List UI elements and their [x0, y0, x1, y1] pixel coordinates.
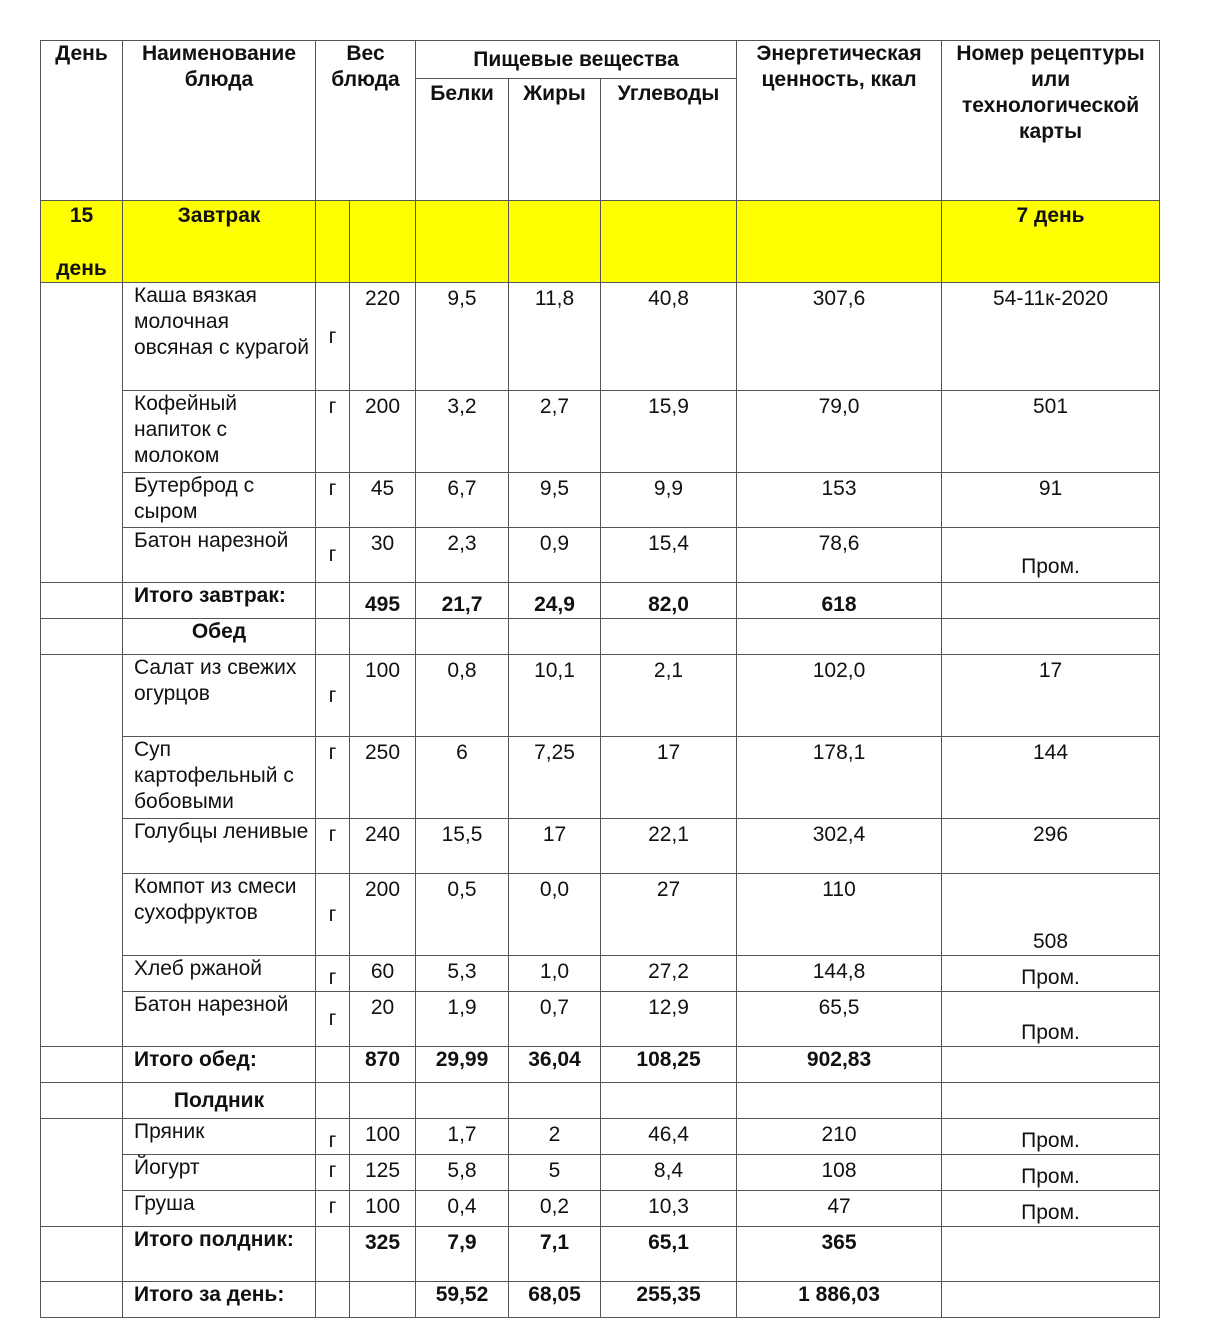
total-protein: 29,99	[416, 1047, 509, 1083]
protein: 1,7	[416, 1119, 509, 1155]
weight: 220	[350, 283, 416, 391]
kcal: 102,0	[737, 655, 942, 737]
dish-name: Хлеб ржаной	[123, 956, 316, 992]
dish-name: Кофейный напиток с молоком	[123, 391, 316, 473]
weight: 20	[350, 992, 416, 1047]
recipe: 296	[942, 819, 1160, 874]
day-cell	[41, 201, 123, 283]
fat: 0,9	[509, 528, 601, 583]
recipe: 144	[942, 737, 1160, 819]
kcal: 110	[737, 874, 942, 956]
header-day: День	[41, 41, 123, 201]
table-row	[41, 819, 1160, 874]
kcal: 65,5	[737, 992, 942, 1047]
protein: 9,5	[416, 283, 509, 391]
total-carbs: 108,25	[601, 1047, 737, 1083]
total-weight: 870	[350, 1047, 416, 1083]
recipe: 54-11к-2020	[942, 283, 1160, 391]
dish-name: Батон нарезной	[123, 992, 316, 1047]
table-row	[41, 956, 1160, 992]
protein: 1,9	[416, 992, 509, 1047]
recipe: Пром.	[942, 528, 1160, 583]
dish-name: Каша вязкая молочная овсяная с курагой	[123, 283, 316, 391]
fat: 0,2	[509, 1191, 601, 1227]
dish-name: Суп картофельный с бобовыми	[123, 737, 316, 819]
protein: 15,5	[416, 819, 509, 874]
header-row-1	[41, 41, 1160, 79]
protein: 6	[416, 737, 509, 819]
total-label: Итого обед:	[123, 1047, 316, 1083]
table-row	[41, 1119, 1160, 1155]
total-fat: 36,04	[509, 1047, 601, 1083]
carbs: 27,2	[601, 956, 737, 992]
carbs: 10,3	[601, 1191, 737, 1227]
day-total-carbs: 255,35	[601, 1282, 737, 1318]
fat: 2,7	[509, 391, 601, 473]
weight: 60	[350, 956, 416, 992]
unit: г	[316, 1191, 350, 1227]
total-kcal: 365	[737, 1227, 942, 1282]
carbs: 15,9	[601, 391, 737, 473]
total-label: Итого полдник:	[123, 1227, 316, 1282]
recipe: Пром.	[942, 1119, 1160, 1155]
carbs: 2,1	[601, 655, 737, 737]
weight: 100	[350, 655, 416, 737]
unit: г	[316, 391, 350, 473]
protein: 5,8	[416, 1155, 509, 1191]
recipe: 17	[942, 655, 1160, 737]
day-total-fat: 68,05	[509, 1282, 601, 1318]
total-carbs: 65,1	[601, 1227, 737, 1282]
carbs: 40,8	[601, 283, 737, 391]
lunch-label: Обед	[123, 619, 316, 655]
dish-name: Йогурт	[123, 1155, 316, 1191]
unit: г	[316, 473, 350, 528]
unit: г	[316, 1155, 350, 1191]
table-row	[41, 874, 1160, 956]
fat: 7,25	[509, 737, 601, 819]
recipe: 91	[942, 473, 1160, 528]
unit: г	[316, 528, 350, 583]
snack-section-row	[41, 1083, 1160, 1119]
lunch-section-row	[41, 619, 1160, 655]
fat: 10,1	[509, 655, 601, 737]
unit: г	[316, 1119, 350, 1155]
kcal: 178,1	[737, 737, 942, 819]
day-total-protein: 59,52	[416, 1282, 509, 1318]
day-number: 15	[69, 204, 94, 227]
table-row	[41, 737, 1160, 819]
kcal: 210	[737, 1119, 942, 1155]
protein: 0,5	[416, 874, 509, 956]
kcal: 78,6	[737, 528, 942, 583]
snack-label: Полдник	[123, 1083, 316, 1119]
recipe: 501	[942, 391, 1160, 473]
weight: 30	[350, 528, 416, 583]
protein: 0,4	[416, 1191, 509, 1227]
total-kcal: 618	[737, 583, 942, 619]
table-row	[41, 473, 1160, 528]
dish-name: Пряник	[123, 1119, 316, 1155]
kcal: 108	[737, 1155, 942, 1191]
carbs: 9,9	[601, 473, 737, 528]
recipe: 508	[942, 874, 1160, 956]
carbs: 46,4	[601, 1119, 737, 1155]
carbs: 27	[601, 874, 737, 956]
total-protein: 21,7	[416, 583, 509, 619]
dish-name: Бутерброд с сыром	[123, 473, 316, 528]
table-row	[41, 655, 1160, 737]
day-total-row	[41, 1282, 1160, 1318]
dish-name: Батон нарезной	[123, 528, 316, 583]
total-label: Итого завтрак:	[123, 583, 316, 619]
weight: 45	[350, 473, 416, 528]
table-row	[41, 391, 1160, 473]
total-weight: 495	[350, 583, 416, 619]
header-protein: Белки	[416, 79, 509, 201]
total-carbs: 82,0	[601, 583, 737, 619]
weight: 240	[350, 819, 416, 874]
unit: г	[316, 737, 350, 819]
protein: 2,3	[416, 528, 509, 583]
header-energy: Энергетическая ценность, ккал	[737, 41, 942, 201]
table-row	[41, 528, 1160, 583]
total-fat: 24,9	[509, 583, 601, 619]
unit: г	[316, 874, 350, 956]
fat: 1,0	[509, 956, 601, 992]
unit: г	[316, 655, 350, 737]
breakfast-total-row	[41, 583, 1160, 619]
unit: г	[316, 819, 350, 874]
total-weight: 325	[350, 1227, 416, 1282]
protein: 0,8	[416, 655, 509, 737]
dish-name: Компот из смеси сухофруктов	[123, 874, 316, 956]
recipe: Пром.	[942, 956, 1160, 992]
breakfast-label: Завтрак	[123, 201, 316, 283]
header-nutrients: Пищевые вещества	[416, 41, 737, 79]
fat: 9,5	[509, 473, 601, 528]
unit: г	[316, 283, 350, 391]
table-row	[41, 1155, 1160, 1191]
header-recipe: Номер рецептуры или технологической карты	[942, 41, 1160, 201]
recipe: Пром.	[942, 1155, 1160, 1191]
total-protein: 7,9	[416, 1227, 509, 1282]
kcal: 153	[737, 473, 942, 528]
table-row	[41, 992, 1160, 1047]
weight: 250	[350, 737, 416, 819]
dish-name: Голубцы ленивые	[123, 819, 316, 874]
unit: г	[316, 992, 350, 1047]
kcal: 79,0	[737, 391, 942, 473]
protein: 3,2	[416, 391, 509, 473]
weight: 125	[350, 1155, 416, 1191]
day-total-label: Итого за день:	[123, 1282, 316, 1318]
header-carbs: Углеводы	[601, 79, 737, 201]
dish-name: Салат из свежих огурцов	[123, 655, 316, 737]
kcal: 144,8	[737, 956, 942, 992]
fat: 5	[509, 1155, 601, 1191]
day-total-kcal: 1 886,03	[737, 1282, 942, 1318]
recipe: Пром.	[942, 1191, 1160, 1227]
fat: 2	[509, 1119, 601, 1155]
kcal: 47	[737, 1191, 942, 1227]
table-row	[41, 283, 1160, 391]
day-word: день	[56, 257, 107, 280]
weight: 200	[350, 874, 416, 956]
protein: 5,3	[416, 956, 509, 992]
breakfast-section-row	[41, 201, 1160, 283]
carbs: 22,1	[601, 819, 737, 874]
header-dish-name: Наименование блюда	[123, 41, 316, 201]
protein: 6,7	[416, 473, 509, 528]
table-row	[41, 1191, 1160, 1227]
week-day-label: 7 день	[942, 201, 1160, 283]
kcal: 307,6	[737, 283, 942, 391]
header-fat: Жиры	[509, 79, 601, 201]
unit: г	[316, 956, 350, 992]
total-fat: 7,1	[509, 1227, 601, 1282]
fat: 11,8	[509, 283, 601, 391]
carbs: 15,4	[601, 528, 737, 583]
carbs: 12,9	[601, 992, 737, 1047]
dish-name: Груша	[123, 1191, 316, 1227]
weight: 100	[350, 1191, 416, 1227]
weight: 200	[350, 391, 416, 473]
carbs: 8,4	[601, 1155, 737, 1191]
lunch-total-row	[41, 1047, 1160, 1083]
header-weight: Вес блюда	[316, 41, 416, 201]
fat: 0,0	[509, 874, 601, 956]
kcal: 302,4	[737, 819, 942, 874]
recipe: Пром.	[942, 992, 1160, 1047]
fat: 0,7	[509, 992, 601, 1047]
weight: 100	[350, 1119, 416, 1155]
snack-total-row	[41, 1227, 1160, 1282]
fat: 17	[509, 819, 601, 874]
menu-table	[40, 40, 1160, 1318]
total-kcal: 902,83	[737, 1047, 942, 1083]
carbs: 17	[601, 737, 737, 819]
